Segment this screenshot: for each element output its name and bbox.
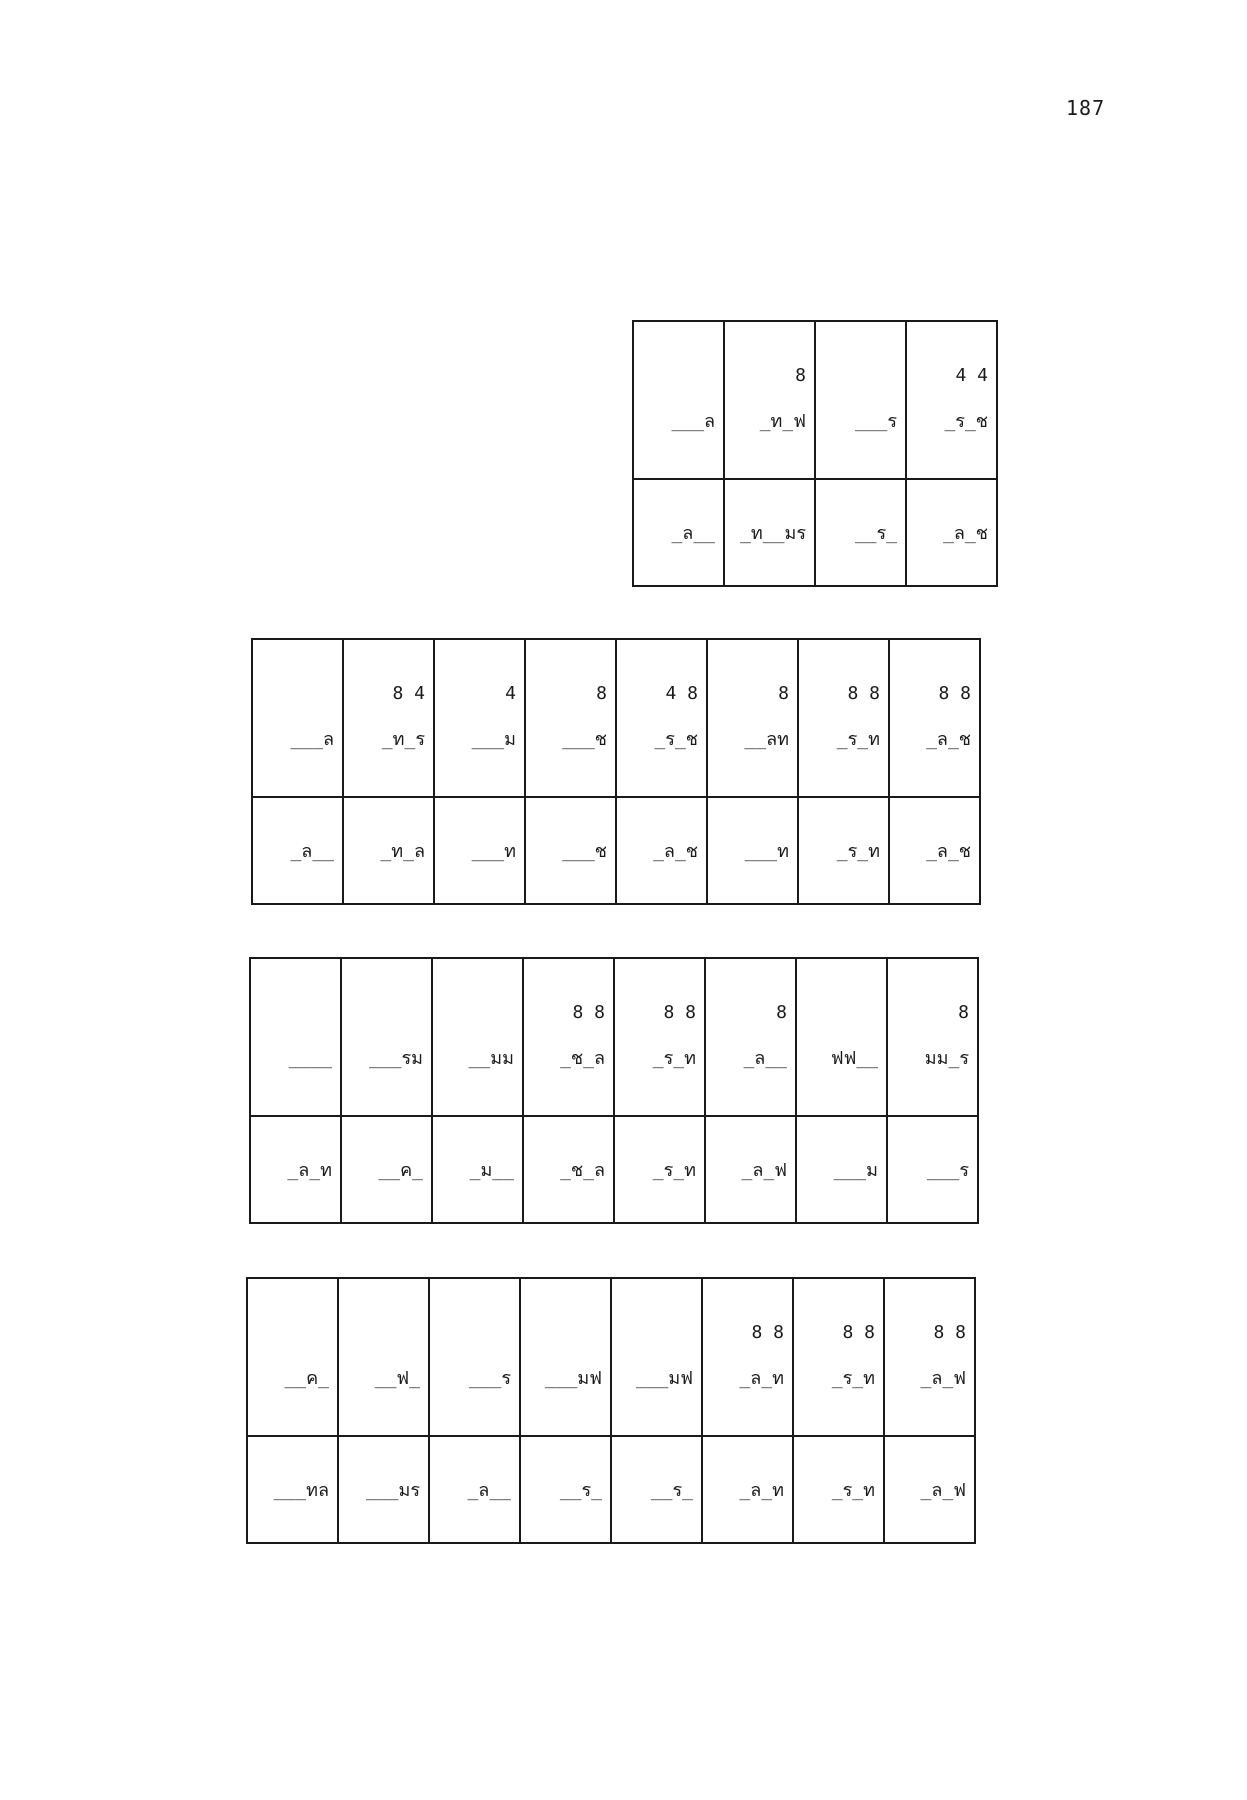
grid-3	[249, 957, 979, 1224]
tone-mark-label: 8	[795, 365, 806, 386]
grid-cell	[633, 321, 724, 479]
word-pattern: _ร_ท	[652, 1160, 696, 1181]
grid-cell	[525, 639, 616, 797]
tone-mark-label	[248, 1321, 329, 1345]
grid-cell	[429, 1278, 520, 1436]
tone-mark-label: 4	[505, 683, 516, 704]
grid-cell	[702, 1278, 793, 1436]
grid-bottom-row	[633, 479, 997, 586]
grid-cell	[889, 797, 980, 904]
tone-mark-label	[521, 1321, 602, 1345]
word-pattern: ___ม	[833, 1160, 878, 1181]
word-pattern: _ล__	[743, 1048, 787, 1069]
grid-cell	[247, 1436, 338, 1543]
grid-cell	[793, 1278, 884, 1436]
word-pattern: ___ล	[671, 411, 715, 432]
word-pattern: ___มฟ	[544, 1368, 602, 1389]
word-pattern: _ท_ร	[381, 729, 425, 750]
word-pattern: ____	[288, 1048, 332, 1069]
grid-cell	[889, 639, 980, 797]
grid-cell	[252, 639, 343, 797]
word-pattern: _ล_ท	[287, 1160, 332, 1181]
grid-cell	[429, 1436, 520, 1543]
grid-cell	[611, 1278, 702, 1436]
grid-cell	[707, 797, 798, 904]
grid-cell	[523, 958, 614, 1116]
tone-mark-label: 8 8	[572, 1002, 605, 1023]
word-pattern: _ล_ช	[926, 841, 971, 862]
tone-mark-label: 8 8	[842, 1322, 875, 1343]
tone-mark-label: 8	[958, 1002, 969, 1023]
grid-cell	[614, 958, 705, 1116]
grid-bottom-row	[250, 1116, 978, 1223]
grid-cell	[796, 1116, 887, 1223]
grid-bottom-row	[252, 797, 980, 904]
grid-cell	[815, 321, 906, 479]
word-pattern: มม_ร	[924, 1048, 969, 1069]
tone-mark-label: 8 8	[933, 1322, 966, 1343]
word-pattern: _ล_ฟ	[920, 1480, 966, 1501]
word-pattern: _ล__	[290, 841, 334, 862]
tone-mark-label	[342, 1001, 423, 1025]
word-pattern: _ม__	[469, 1160, 514, 1181]
tone-mark-label	[253, 682, 334, 706]
grid-top-row	[252, 639, 980, 797]
grid-cell	[434, 797, 525, 904]
word-pattern: ___ทล	[273, 1480, 329, 1501]
tone-mark-label: 8 8	[847, 683, 880, 704]
word-pattern: _ร_ท	[652, 1048, 696, 1069]
word-pattern: ___ร	[854, 411, 897, 432]
word-pattern: _ล_ช	[926, 729, 971, 750]
word-pattern: _ล__	[467, 1480, 511, 1501]
tone-mark-label: 8 8	[938, 683, 971, 704]
grid-cell	[884, 1278, 975, 1436]
word-pattern: _ล_ช	[943, 523, 988, 544]
grid-cell	[341, 1116, 432, 1223]
grid-cell	[247, 1278, 338, 1436]
grid-cell	[250, 1116, 341, 1223]
grid-2	[251, 638, 981, 905]
word-pattern: ___ร	[468, 1368, 511, 1389]
grid-cell	[343, 639, 434, 797]
tone-mark-label	[816, 364, 897, 388]
word-pattern: ___ท	[744, 841, 789, 862]
grid-cell	[338, 1436, 429, 1543]
grid-top-row	[633, 321, 997, 479]
grid-cell	[616, 797, 707, 904]
word-pattern: __ร_	[650, 1480, 693, 1501]
tone-mark-label	[433, 1001, 514, 1025]
tone-mark-label	[339, 1321, 420, 1345]
grid-cell	[798, 797, 889, 904]
grid-cell	[523, 1116, 614, 1223]
grid-top-row	[250, 958, 978, 1116]
grid-cell	[798, 639, 889, 797]
word-pattern: _ร_ท	[836, 841, 880, 862]
grid-cell	[906, 479, 997, 586]
grid-cell	[616, 639, 707, 797]
grid-4	[246, 1277, 976, 1544]
tone-mark-label: 8 8	[751, 1322, 784, 1343]
word-pattern: _ช_ล	[560, 1160, 605, 1181]
grid-cell	[520, 1436, 611, 1543]
tone-mark-label	[251, 1001, 332, 1025]
grid-cell	[796, 958, 887, 1116]
word-pattern: __มม	[468, 1048, 514, 1069]
word-pattern: ___ล	[290, 729, 334, 750]
word-pattern: _ท_ฟ	[759, 411, 806, 432]
grid-cell	[705, 958, 796, 1116]
word-pattern: _ร_ช	[654, 729, 698, 750]
word-pattern: _ท__มร	[740, 523, 806, 544]
word-pattern: _ร_ช	[944, 411, 988, 432]
grid-cell	[705, 1116, 796, 1223]
word-pattern: ___มฟ	[635, 1368, 693, 1389]
word-pattern: _ล_ท	[739, 1480, 784, 1501]
word-pattern: __ร_	[854, 523, 897, 544]
grid-cell	[887, 958, 978, 1116]
grid-cell	[815, 479, 906, 586]
word-pattern: ___ท	[471, 841, 516, 862]
grid-cell	[520, 1278, 611, 1436]
grid-cell	[434, 639, 525, 797]
grid-cell	[432, 958, 523, 1116]
word-pattern: _ช_ล	[560, 1048, 605, 1069]
word-pattern: _ล__	[671, 523, 715, 544]
word-pattern: __ค_	[284, 1368, 329, 1389]
grid-cell	[702, 1436, 793, 1543]
grid-cell	[906, 321, 997, 479]
word-pattern: ___ช	[562, 729, 607, 750]
word-pattern: ___ร	[926, 1160, 969, 1181]
word-pattern: ___มร	[365, 1480, 420, 1501]
grid-cell	[343, 797, 434, 904]
grid-cell	[252, 797, 343, 904]
word-pattern: _ล_ฟ	[920, 1368, 966, 1389]
word-pattern: ___รม	[368, 1048, 423, 1069]
tone-mark-label: 8	[596, 683, 607, 704]
word-pattern: ___ม	[471, 729, 516, 750]
word-pattern: __ร_	[559, 1480, 602, 1501]
tone-mark-label: 8	[776, 1002, 787, 1023]
word-pattern: _ล_ช	[653, 841, 698, 862]
grid-cell	[724, 321, 815, 479]
tone-mark-label: 4 4	[955, 365, 988, 386]
grid-cell	[614, 1116, 705, 1223]
word-pattern: __ฟ_	[374, 1368, 420, 1389]
grid-cell	[341, 958, 432, 1116]
grid-cell	[338, 1278, 429, 1436]
word-pattern: ___ช	[562, 841, 607, 862]
grid-cell	[525, 797, 616, 904]
word-pattern: __ลท	[744, 729, 789, 750]
word-pattern: _ล_ฟ	[741, 1160, 787, 1181]
word-pattern: __ค_	[378, 1160, 423, 1181]
grid-cell	[432, 1116, 523, 1223]
grid-cell	[250, 958, 341, 1116]
tone-mark-label: 8	[778, 683, 789, 704]
grid-cell	[884, 1436, 975, 1543]
grid-cell	[633, 479, 724, 586]
word-pattern: _ร_ท	[836, 729, 880, 750]
word-pattern: _ร_ท	[831, 1368, 875, 1389]
grid-cell	[707, 639, 798, 797]
tone-mark-label	[612, 1321, 693, 1345]
tone-mark-label	[797, 1001, 878, 1025]
grid-cell	[724, 479, 815, 586]
word-pattern: _ล_ท	[739, 1368, 784, 1389]
grid-cell	[887, 1116, 978, 1223]
word-pattern: _ร_ท	[831, 1480, 875, 1501]
grid-bottom-row	[247, 1436, 975, 1543]
page-number: 187	[1066, 96, 1106, 120]
tone-mark-label: 4 8	[665, 683, 698, 704]
tone-mark-label	[634, 364, 715, 388]
word-pattern: ฟฟ__	[830, 1048, 878, 1069]
grid-top-row	[247, 1278, 975, 1436]
tone-mark-label: 8 4	[392, 683, 425, 704]
word-pattern: _ท_ล	[380, 841, 425, 862]
tone-mark-label	[430, 1321, 511, 1345]
grid-cell	[793, 1436, 884, 1543]
grid-1	[632, 320, 998, 587]
grid-cell	[611, 1436, 702, 1543]
tone-mark-label: 8 8	[663, 1002, 696, 1023]
